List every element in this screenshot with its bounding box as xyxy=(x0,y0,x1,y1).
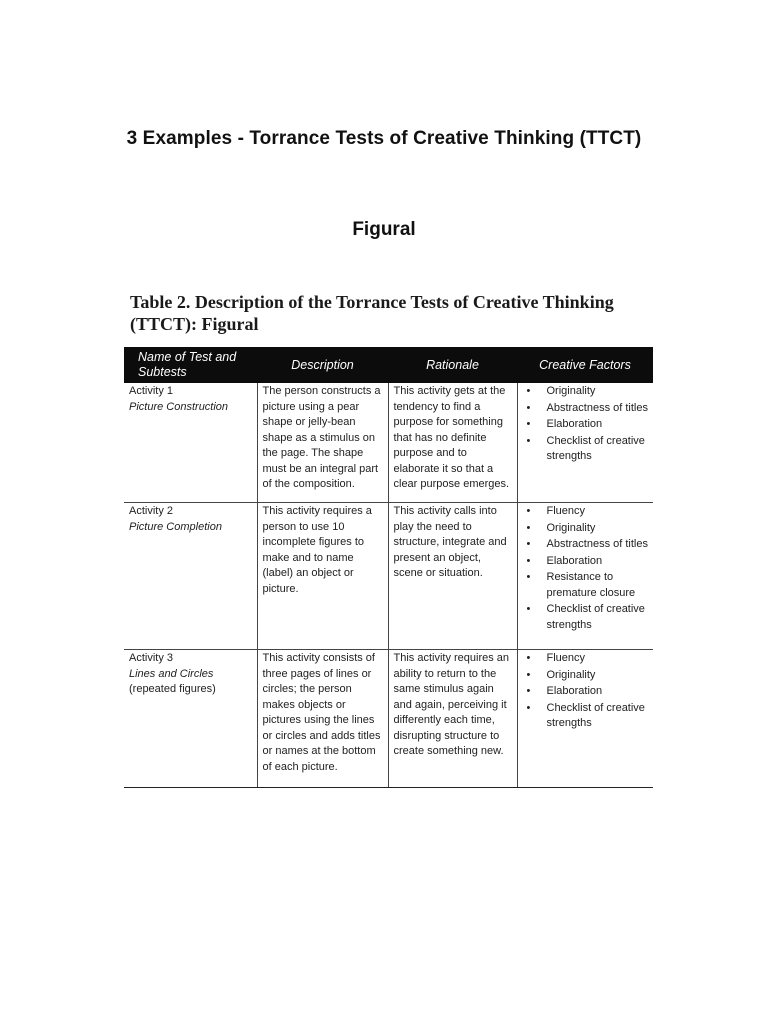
factor-label: Abstractness of titles xyxy=(546,538,648,550)
rationale-cell: This activity calls into play the need to structure, integrate and present an object, scene or situation. xyxy=(388,503,517,650)
activity-subtest: Picture Construction xyxy=(129,400,229,413)
factor-label: Checklist of creative strengths xyxy=(546,701,645,729)
factor-label: Originality xyxy=(546,668,596,681)
header-description: Description xyxy=(291,357,354,372)
factor-label: Originality xyxy=(546,521,596,534)
list-item xyxy=(523,434,649,465)
bullet-icon: • xyxy=(526,385,531,397)
table-row xyxy=(124,383,653,503)
bullet-icon: • xyxy=(526,538,531,550)
bullet-icon: • xyxy=(526,571,531,583)
activity-note: (repeated figures) xyxy=(129,683,216,695)
description-cell: This activity requires a person to use 10 incomplete figures to make and to name (label) an object or picture. xyxy=(257,503,388,650)
bullet-icon: • xyxy=(526,521,531,534)
document-title: 3 Examples - Torrance Tests of Creative Thinking (TTCT) xyxy=(126,128,642,149)
bullet-icon: • xyxy=(526,505,531,517)
bullet-icon: • xyxy=(526,668,531,681)
list-item xyxy=(523,701,649,732)
test-name-cell xyxy=(124,503,257,650)
factor-label: Fluency xyxy=(546,652,586,664)
activity-name: Activity 1 xyxy=(129,385,174,397)
bullet-icon: • xyxy=(526,554,531,567)
list-item xyxy=(523,684,649,700)
list-item xyxy=(523,602,649,633)
factor-label: Fluency xyxy=(546,505,586,517)
list-item xyxy=(523,651,649,667)
description-cell: The person constructs a picture using a pear shape or jelly-bean shape as a stimulus on the page. The shape must be an integral part of the composition. xyxy=(257,383,388,503)
factor-label: Checklist of creative strengths xyxy=(546,434,645,462)
bullet-icon: • xyxy=(526,701,531,714)
list-item xyxy=(523,537,649,553)
creative-factors-list xyxy=(523,504,649,633)
section-heading: Figural xyxy=(352,219,416,240)
header-creative-factors: Creative Factors xyxy=(539,357,631,372)
factor-label: Abstractness of titles xyxy=(546,401,648,414)
bullet-icon: • xyxy=(526,434,531,447)
creative-factors-cell xyxy=(517,383,653,503)
activity-subtest: Lines and Circles xyxy=(129,667,214,680)
table-header-row xyxy=(124,347,653,383)
list-item xyxy=(523,384,649,400)
header-name-of-test: Name of Test and Subtests xyxy=(138,350,237,379)
list-item xyxy=(523,401,649,417)
list-item xyxy=(523,570,649,601)
creative-factors-list xyxy=(523,651,649,732)
table-row xyxy=(124,503,653,650)
bullet-icon: • xyxy=(526,401,531,414)
list-item xyxy=(523,504,649,520)
factor-label: Checklist of creative strengths xyxy=(546,603,645,631)
factor-label: Elaboration xyxy=(546,418,603,430)
table-caption-line-1: Table 2. Description of the Torrance Tests of Creative Thinking xyxy=(130,292,614,312)
table-caption-line-2: (TTCT): Figural xyxy=(130,314,259,334)
rationale-cell: This activity requires an ability to return to the same stimulus again and again, perceiving it differently each time, disrupting structure to create something new. xyxy=(388,650,517,788)
list-item xyxy=(523,521,649,537)
factor-label: Elaboration xyxy=(546,554,603,567)
test-name-cell xyxy=(124,650,257,788)
header-rationale: Rationale xyxy=(426,357,479,372)
factor-label: Elaboration xyxy=(546,685,603,697)
factor-label: Resistance to premature closure xyxy=(546,571,636,599)
test-name-cell xyxy=(124,383,257,503)
description-cell: This activity consists of three pages of lines or circles; the person makes objects or pictures using the lines or circles and adds titles or names at the bottom of each picture. xyxy=(257,650,388,788)
creative-factors-cell xyxy=(517,503,653,650)
list-item xyxy=(523,417,649,433)
creative-factors-list xyxy=(523,384,649,465)
rationale-cell: This activity gets at the tendency to find a purpose for something that has no definite purpose and to elaborate it so that a clear purpose emerges. xyxy=(388,383,517,503)
bullet-icon: • xyxy=(526,603,531,615)
activity-name: Activity 3 xyxy=(129,652,174,664)
factor-label: Originality xyxy=(546,385,596,397)
table-caption xyxy=(130,291,650,335)
bullet-icon: • xyxy=(526,418,531,430)
bullet-icon: • xyxy=(526,652,531,664)
list-item xyxy=(523,668,649,684)
creative-factors-cell xyxy=(517,650,653,788)
activity-subtest: Picture Completion xyxy=(129,520,222,533)
table-row xyxy=(124,650,653,788)
activity-name: Activity 2 xyxy=(129,505,174,517)
list-item xyxy=(523,554,649,570)
ttct-figural-table xyxy=(124,347,653,788)
bullet-icon: • xyxy=(526,685,531,697)
